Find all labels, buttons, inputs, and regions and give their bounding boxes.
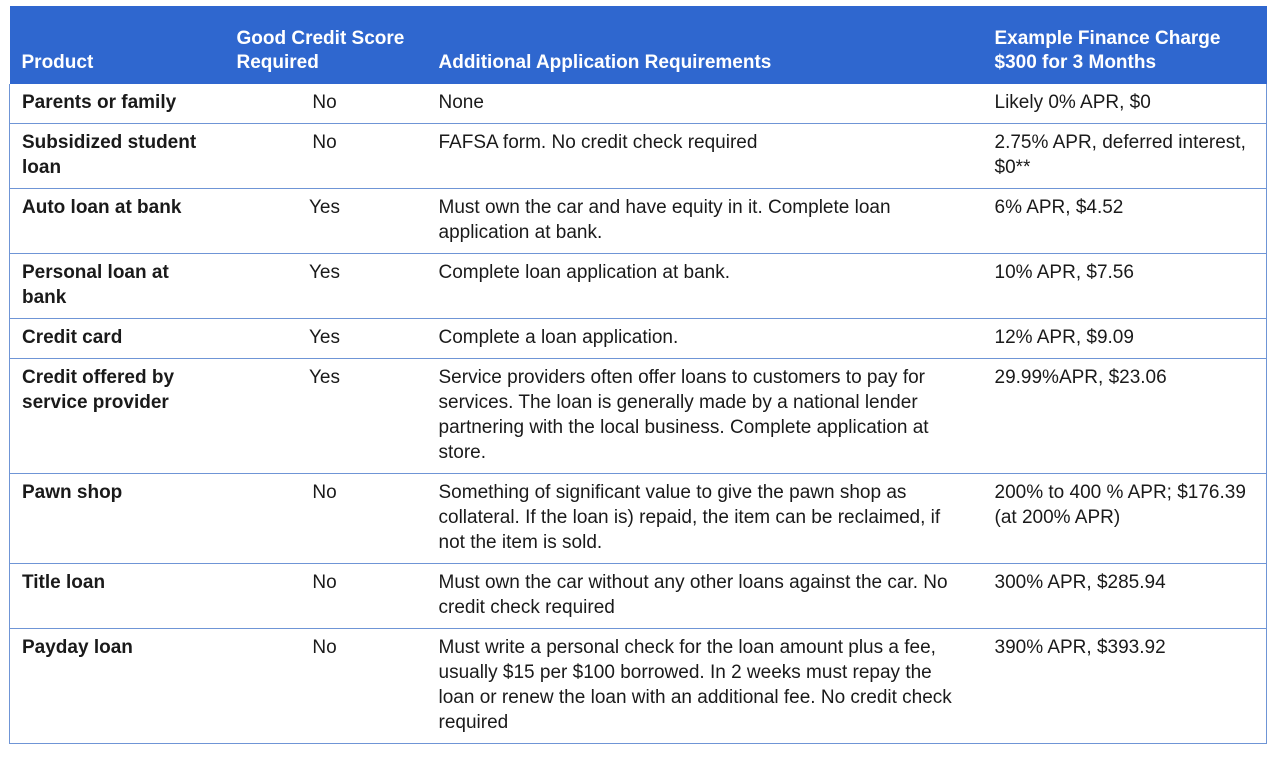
header-credit-score: Good Credit Score Required xyxy=(236,28,405,73)
credit-cell: Yes xyxy=(223,189,427,254)
requirements-cell: Complete loan application at bank. xyxy=(427,254,982,319)
product-cell: Personal loan at bank xyxy=(10,254,223,319)
charge-cell: 6% APR, $4.52 xyxy=(982,189,1267,254)
charge-cell: 12% APR, $9.09 xyxy=(982,319,1267,359)
requirements-cell: Must own the car and have equity in it. Complete loan application at bank. xyxy=(427,189,982,254)
header-row xyxy=(10,6,1267,84)
header-finance-charge: Example Finance Charge $300 for 3 Months xyxy=(994,28,1221,73)
product-cell: Auto loan at bank xyxy=(10,189,223,254)
requirements-cell: FAFSA form. No credit check required xyxy=(427,124,982,189)
table-row xyxy=(10,359,1267,474)
requirements-cell: Service providers often offer loans to customers to pay for services. The loan is generally made by a national lender partnering with the local business. Complete application at store. xyxy=(427,359,982,474)
product-cell: Parents or family xyxy=(10,84,223,124)
requirements-cell: Something of significant value to give the pawn shop as collateral. If the loan is) repaid, the item can be reclaimed, if not the item is sold. xyxy=(427,474,982,564)
table-row xyxy=(10,124,1267,189)
requirements-cell: None xyxy=(427,84,982,124)
loan-comparison-table xyxy=(9,6,1267,744)
requirements-cell: Must write a personal check for the loan amount plus a fee, usually $15 per $100 borrowed. In 2 weeks must repay the loan or renew the loan with an additional fee. No credit check required xyxy=(427,629,982,744)
product-cell: Pawn shop xyxy=(10,474,223,564)
header-requirements: Additional Application Requirements xyxy=(438,52,772,73)
table-row xyxy=(10,564,1267,629)
credit-cell: Yes xyxy=(223,254,427,319)
credit-cell: No xyxy=(223,84,427,124)
charge-cell: 200% to 400 % APR; $176.39 (at 200% APR) xyxy=(982,474,1267,564)
table-row xyxy=(10,189,1267,254)
table-row xyxy=(10,84,1267,124)
header-product: Product xyxy=(21,52,94,73)
charge-cell: 10% APR, $7.56 xyxy=(982,254,1267,319)
table-row xyxy=(10,254,1267,319)
credit-cell: No xyxy=(223,124,427,189)
credit-cell: No xyxy=(223,564,427,629)
product-cell: Title loan xyxy=(10,564,223,629)
product-cell: Credit card xyxy=(10,319,223,359)
table-header xyxy=(10,6,1267,84)
credit-cell: No xyxy=(223,474,427,564)
product-cell: Credit offered by service provider xyxy=(10,359,223,474)
table-row xyxy=(10,319,1267,359)
requirements-cell: Must own the car without any other loans against the car. No credit check required xyxy=(427,564,982,629)
table-body xyxy=(10,84,1267,744)
charge-cell: 29.99%APR, $23.06 xyxy=(982,359,1267,474)
credit-cell: No xyxy=(223,629,427,744)
credit-cell: Yes xyxy=(223,359,427,474)
table-row xyxy=(10,474,1267,564)
charge-cell: 390% APR, $393.92 xyxy=(982,629,1267,744)
charge-cell: 2.75% APR, deferred interest, $0** xyxy=(982,124,1267,189)
product-cell: Payday loan xyxy=(10,629,223,744)
charge-cell: 300% APR, $285.94 xyxy=(982,564,1267,629)
loan-comparison-table-container xyxy=(9,6,1266,744)
charge-cell: Likely 0% APR, $0 xyxy=(982,84,1267,124)
product-cell: Subsidized student loan xyxy=(10,124,223,189)
credit-cell: Yes xyxy=(223,319,427,359)
table-row xyxy=(10,629,1267,744)
requirements-cell: Complete a loan application. xyxy=(427,319,982,359)
